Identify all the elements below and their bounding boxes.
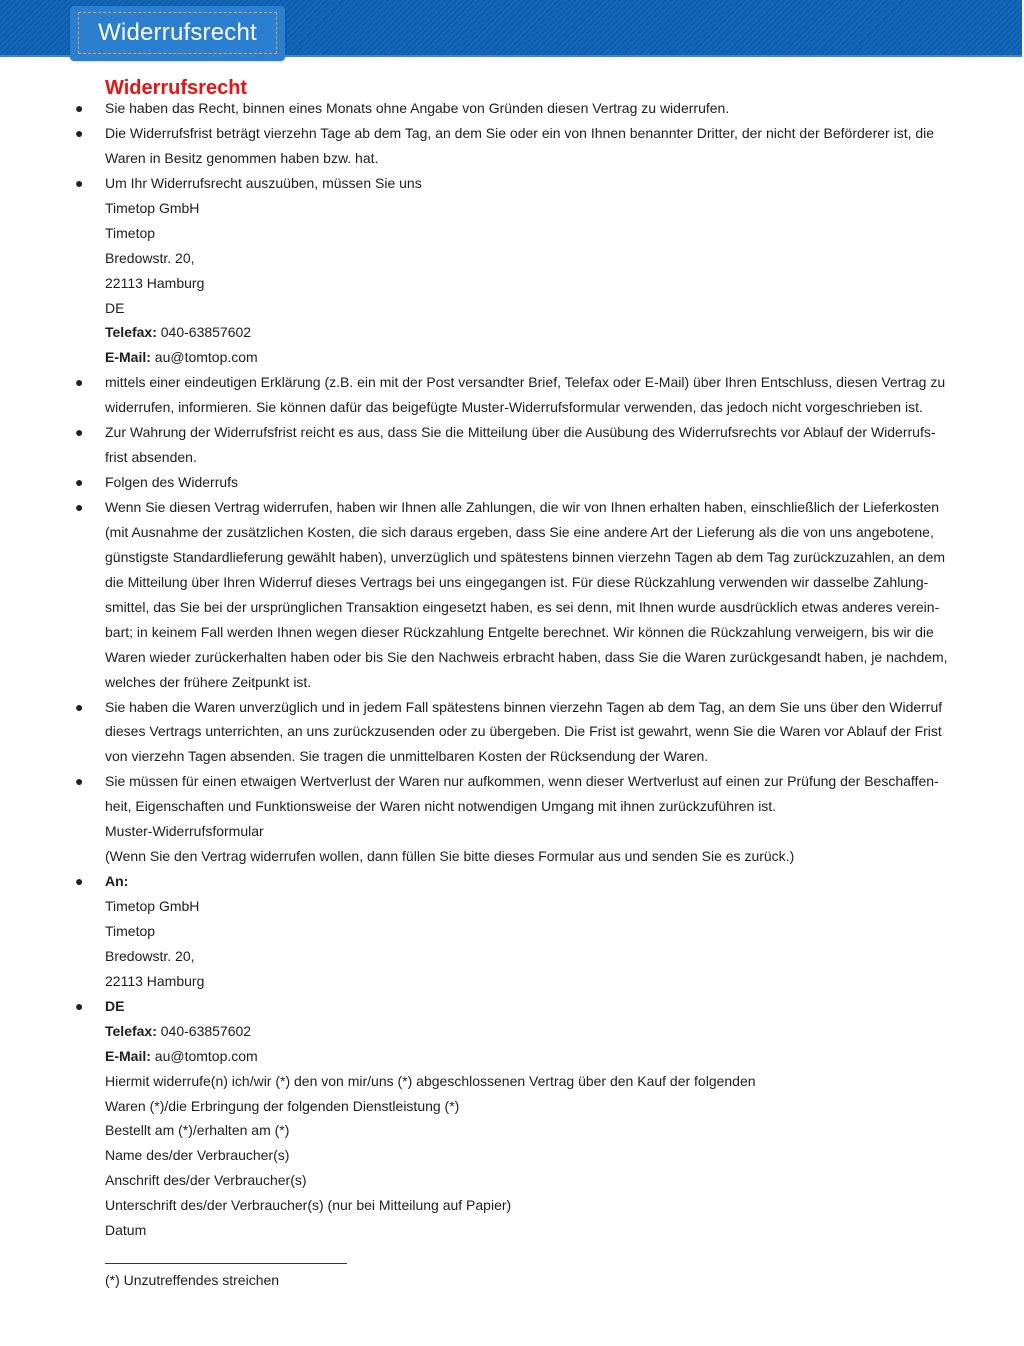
text-line — [0, 1069, 1024, 1094]
field-label: E-Mail: — [105, 1047, 151, 1064]
text-line — [0, 670, 1024, 695]
line-text: Waren (*)/die Erbringung der folgenden Dienstleistung (*) — [105, 1097, 460, 1114]
text-line — [0, 1243, 1024, 1268]
bullet-icon: ● — [75, 997, 84, 1014]
text-line — [0, 345, 1024, 370]
text-line — [0, 819, 1024, 844]
line-text: Sie müssen für einen etwaigen Wertverlust der Waren nur aufkommen, wenn dieser Wertverlust auf einen zur Prüfung der Beschaffen- — [105, 773, 939, 790]
line-text: (Wenn Sie den Vertrag widerrufen wollen, dann füllen Sie bitte dieses Formular aus und senden Sie es zurück.) — [105, 848, 795, 865]
bullet-list-item — [0, 495, 1024, 520]
text-line — [0, 545, 1024, 570]
text-line — [0, 944, 1024, 969]
text-line — [0, 1268, 1024, 1293]
document-title: Widerrufsrecht — [105, 77, 248, 99]
text-line — [0, 1044, 1024, 1069]
line-text: Waren in Besitz genommen haben bzw. hat. — [105, 149, 379, 166]
field-label: DE — [105, 997, 125, 1014]
line-text: au@tomtop.com — [150, 349, 258, 366]
signature-line — [105, 1249, 347, 1264]
line-text: die Mitteilung über Ihren Widerruf dieses Vertrags bei uns eingegangen ist. Für diese Rückzahlung verwenden wir dasselbe Zahlung- — [105, 573, 929, 590]
line-text: günstigste Standardlieferung gewählt haben), unverzüglich und spätestens binnen vierzehn Tagen ab dem Tag zurückzuzahlen, an dem — [105, 548, 946, 565]
bullet-icon: ● — [75, 374, 84, 391]
bullet-list-item — [0, 171, 1024, 196]
field-label: E-Mail: — [105, 349, 151, 366]
text-line — [0, 919, 1024, 944]
line-text: (*) Unzutreffendes streichen — [105, 1272, 280, 1289]
bullet-icon: ● — [75, 124, 84, 141]
bullet-list-item — [0, 121, 1024, 146]
line-text: 040-63857602 — [156, 1022, 252, 1039]
field-label: Telefax: — [105, 1022, 157, 1039]
bullet-icon: ● — [75, 773, 84, 790]
line-text: Unterschrift des/der Verbraucher(s) (nur bei Mitteilung auf Papier) — [105, 1197, 512, 1214]
line-text: Sie haben das Recht, binnen eines Monats ohne Angabe von Gründen diesen Vertrag zu widerrufen. — [105, 100, 730, 116]
line-text: Bestellt am (*)/erhalten am (*) — [105, 1122, 290, 1139]
line-text: Timetop — [105, 224, 156, 241]
text-line — [0, 645, 1024, 670]
line-text: 040-63857602 — [156, 324, 252, 341]
text-line — [0, 1143, 1024, 1168]
text-line — [0, 1218, 1024, 1243]
line-text: Timetop GmbH — [105, 199, 200, 216]
text-line — [0, 894, 1024, 919]
line-text: welches der frühere Zeitpunkt ist. — [105, 673, 312, 690]
text-line — [0, 196, 1024, 221]
line-text: 22113 Hamburg — [105, 972, 205, 989]
line-text: bart; in keinem Fall werden Ihnen wegen dieser Rückzahlung Entgelte berechnet. Wir können die Rückzahlung verweigern, bis wir die — [105, 623, 934, 640]
line-text: DE — [105, 299, 125, 316]
text-line — [0, 1094, 1024, 1119]
text-line — [0, 221, 1024, 246]
line-text: Datum — [105, 1222, 147, 1239]
bullet-icon: ● — [75, 499, 84, 515]
bullet-icon: ● — [75, 698, 84, 715]
line-text: Sie haben die Waren unverzüglich und in jedem Fall spätestens binnen vierzehn Tagen ab dem Tag, an dem Sie uns über den Widerruf — [105, 698, 943, 715]
text-line — [0, 1193, 1024, 1218]
field-label: Telefax: — [105, 324, 157, 341]
line-text: Anschrift des/der Verbraucher(s) — [105, 1172, 307, 1189]
bullet-icon: ● — [75, 424, 84, 441]
text-line — [0, 570, 1024, 595]
line-text: Zur Wahrung der Widerrufsfrist reicht es aus, dass Sie die Mitteilung über die Ausübung des Widerrufsrechts vor Ablauf der Widerrufs- — [105, 424, 936, 441]
line-text: von vierzehn Tagen absenden. Sie tragen die unmittelbaren Kosten der Rücksendung der Waren. — [105, 748, 709, 765]
text-line — [0, 794, 1024, 819]
line-text: Name des/der Verbraucher(s) — [105, 1147, 290, 1164]
line-text: Timetop — [105, 922, 156, 939]
text-line — [0, 1019, 1024, 1044]
line-text: dieses Vertrags unterrichten, an uns zurückzusenden oder zu übergeben. Die Frist ist gewahrt, wenn Sie die Waren vor Ablauf der Frist — [105, 723, 942, 740]
text-line — [0, 520, 1024, 545]
text-line — [0, 595, 1024, 620]
text-line — [0, 445, 1024, 470]
text-line — [0, 395, 1024, 420]
line-text: Bredowstr. 20, — [105, 249, 195, 266]
text-line — [0, 320, 1024, 345]
bullet-list-item — [0, 420, 1024, 445]
bullet-list-item — [0, 370, 1024, 395]
line-text: (mit Ausnahme der zusätzlichen Kosten, die sich daraus ergeben, dass Sie eine andere Art der Lieferung als die von uns angebotene, — [105, 523, 934, 540]
text-line — [0, 1118, 1024, 1143]
field-label: An: — [105, 873, 129, 890]
line-text: heit, Eigenschaften und Funktionsweise der Waren nicht notwendigen Umgang mit ihnen zurückzuführen ist. — [105, 798, 777, 815]
text-line — [0, 1168, 1024, 1193]
line-text: widerrufen, informieren. Sie können dafür das beigefügte Muster-Widerrufsformular verwenden, das jedoch nicht vorgeschrieben ist. — [105, 399, 923, 416]
text-line — [0, 744, 1024, 769]
bullet-list-item — [0, 695, 1024, 720]
text-line — [0, 296, 1024, 321]
text-line — [0, 146, 1024, 171]
text-line — [0, 620, 1024, 645]
bullet-list-item — [0, 769, 1024, 794]
text-line — [0, 844, 1024, 869]
document-lines — [0, 96, 1024, 1293]
line-text: Hiermit widerrufe(n) ich/wir (*) den von mir/uns (*) abgeschlossenen Vertrag über den Kauf der folgenden — [105, 1072, 756, 1089]
bullet-list-item — [0, 869, 1024, 894]
line-text: Folgen des Widerrufs — [105, 474, 239, 491]
bullet-list-item — [0, 470, 1024, 495]
bullet-list-item — [0, 994, 1024, 1019]
header-tab-dashed-frame — [78, 12, 277, 54]
text-line — [0, 246, 1024, 271]
line-text: Waren wieder zurückerhalten haben oder bis Sie den Nachweis erbracht haben, dass Sie die Waren zurückgesandt haben, je nachdem, — [105, 648, 948, 665]
text-line — [0, 969, 1024, 994]
line-text: Um Ihr Widerrufsrecht auszuüben, müssen Sie uns — [105, 174, 422, 191]
bullet-list-item — [0, 96, 1024, 121]
header-tab — [70, 6, 285, 61]
line-text: Muster-Widerrufsformular — [105, 823, 264, 840]
header-tab-label: Widerrufsrecht — [98, 19, 257, 46]
line-text: smittel, das Sie bei der ursprünglichen Transaktion eingesetzt haben, es sei denn, mit Ihnen wurde ausdrücklich etwas anderes verein- — [105, 598, 940, 615]
line-text: frist absenden. — [105, 449, 197, 466]
bullet-icon: ● — [75, 100, 84, 116]
line-text: mittels einer eindeutigen Erklärung (z.B. ein mit der Post versandter Brief, Telefax oder E-Mail) über Ihren Entschluss, diesen Vertrag zu — [105, 374, 946, 391]
line-text: 22113 Hamburg — [105, 274, 205, 291]
line-text: Bredowstr. 20, — [105, 947, 195, 964]
bullet-icon: ● — [75, 873, 84, 890]
bullet-icon: ● — [75, 474, 84, 491]
text-line — [0, 271, 1024, 296]
bullet-icon: ● — [75, 174, 84, 191]
line-text: Timetop GmbH — [105, 898, 200, 914]
line-text: Wenn Sie diesen Vertrag widerrufen, haben wir Ihnen alle Zahlungen, die wir von Ihnen erhalten haben, einschließlich der Lieferkosten — [105, 499, 940, 515]
text-line — [0, 719, 1024, 744]
line-text: Die Widerrufsfrist beträgt vierzehn Tage ab dem Tag, an dem Sie oder ein von Ihnen benannter Dritter, der nicht der Beförderer ist, die — [105, 124, 935, 141]
line-text: au@tomtop.com — [150, 1047, 258, 1064]
